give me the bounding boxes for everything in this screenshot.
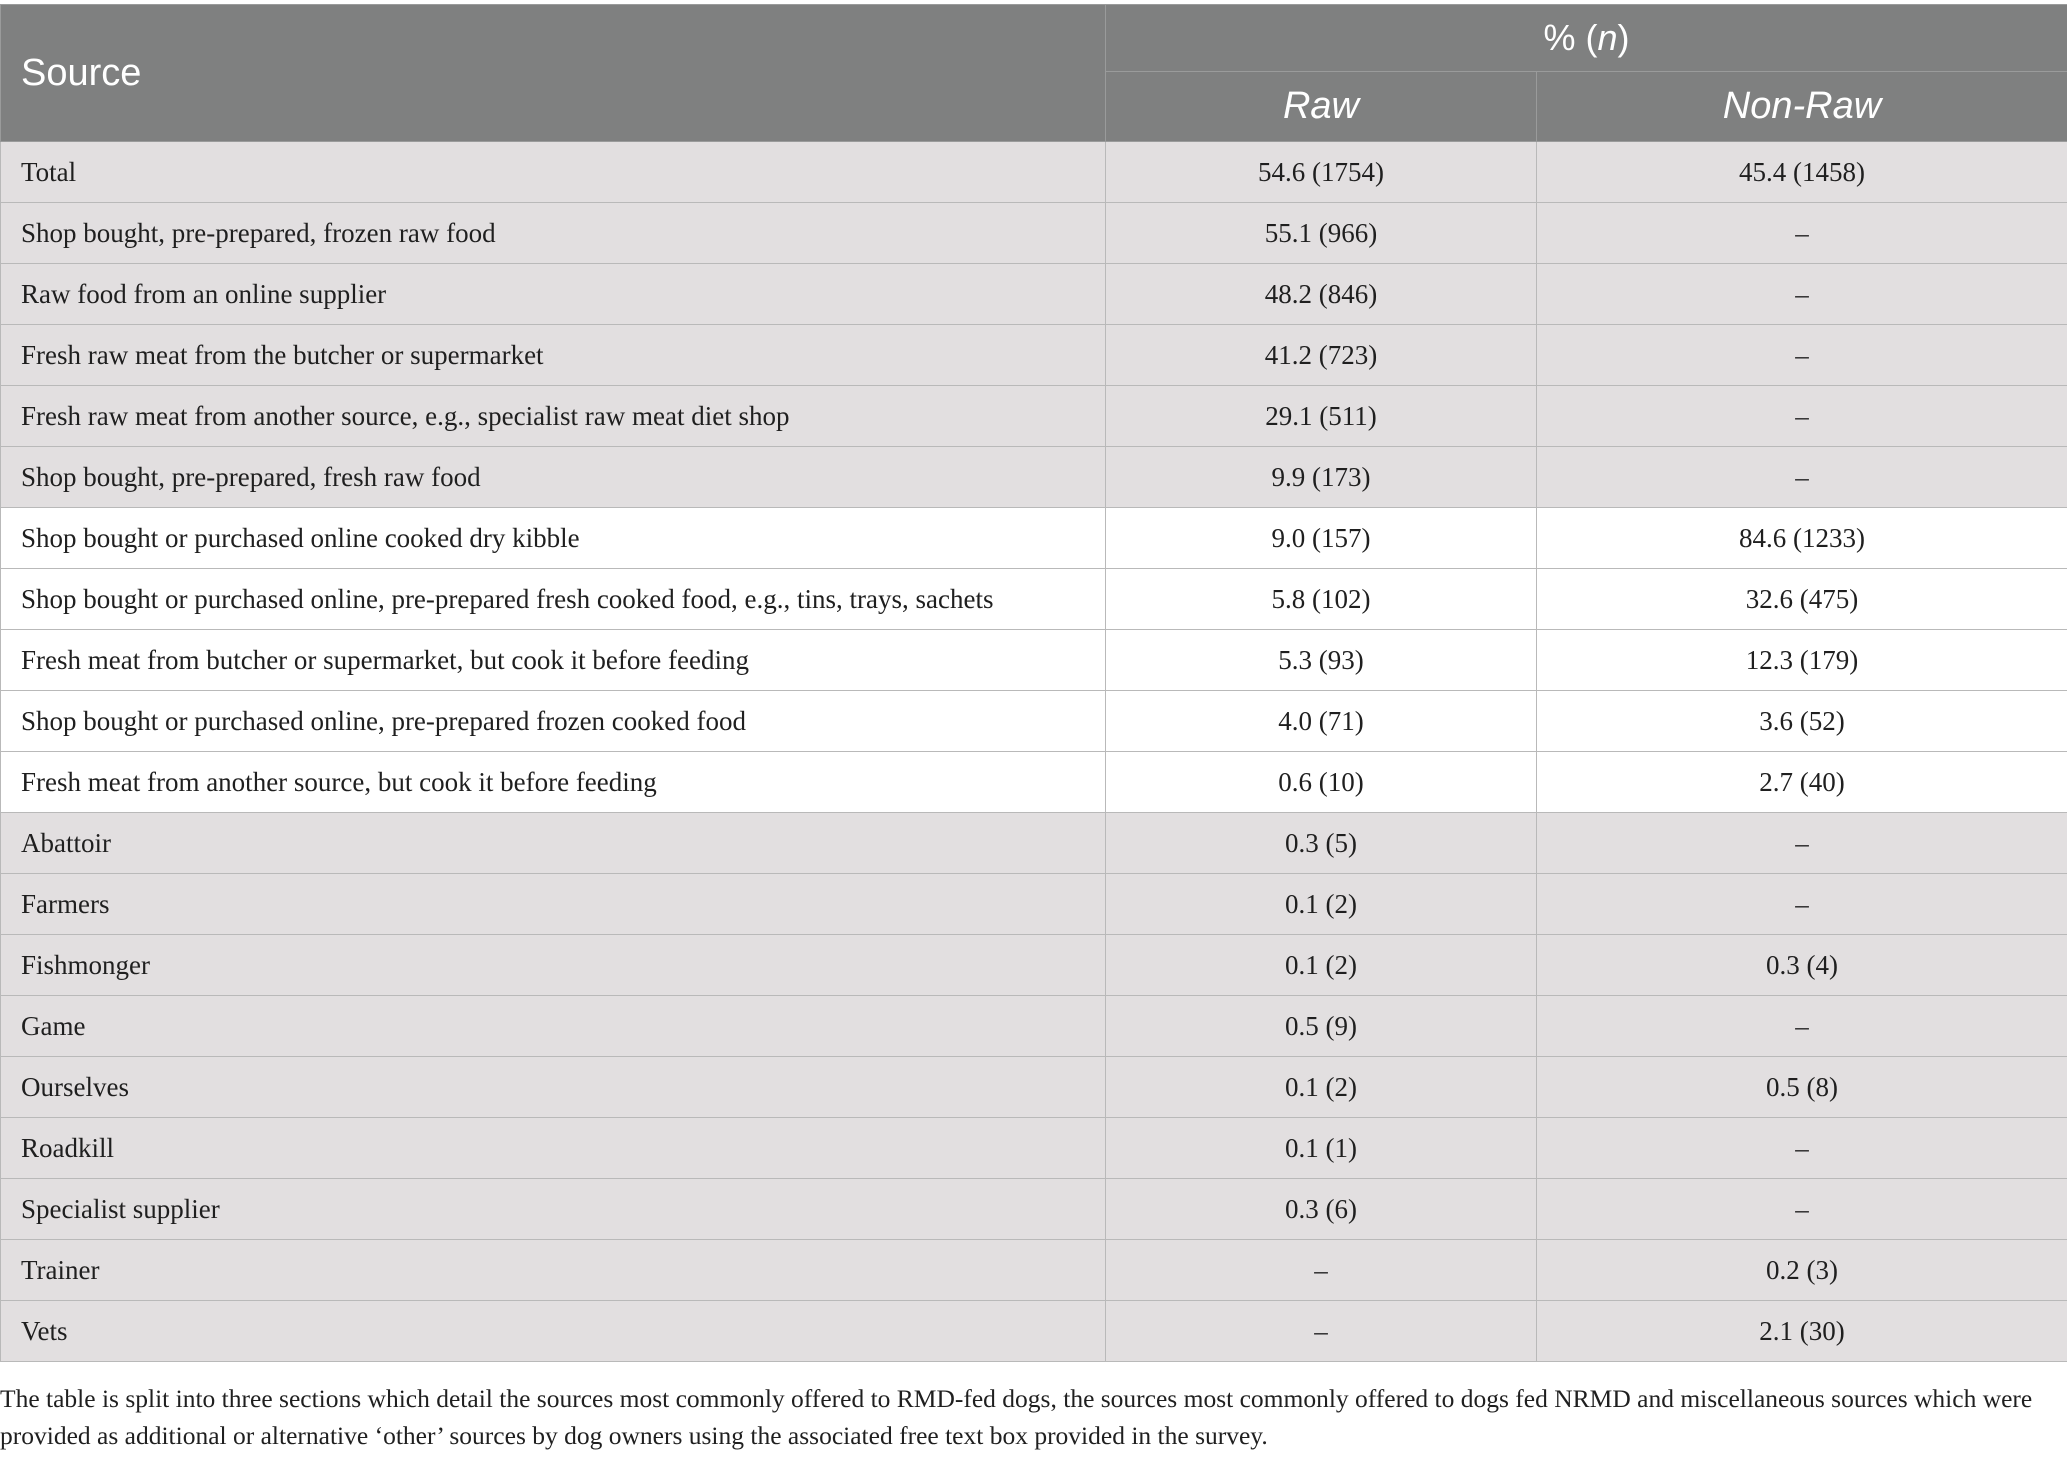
- source-cell: Fresh meat from butcher or supermarket, but cook it before feeding: [1, 630, 1106, 691]
- group-label-n: n: [1597, 17, 1618, 58]
- nonraw-value-cell: –: [1537, 325, 2067, 386]
- group-label-prefix: % (: [1543, 17, 1598, 58]
- nonraw-value-cell: –: [1537, 874, 2067, 935]
- source-cell: Trainer: [1, 1240, 1106, 1301]
- raw-value-cell: 0.3 (5): [1106, 813, 1537, 874]
- raw-value-cell: 0.1 (1): [1106, 1118, 1537, 1179]
- table-row: [1, 386, 2067, 447]
- source-cell: Raw food from an online supplier: [1, 264, 1106, 325]
- source-cell: Abattoir: [1, 813, 1106, 874]
- source-cell: Farmers: [1, 874, 1106, 935]
- table-row: [1, 691, 2067, 752]
- nonraw-value-cell: 45.4 (1458): [1537, 142, 2067, 203]
- source-cell: Vets: [1, 1301, 1106, 1362]
- raw-value-cell: 0.3 (6): [1106, 1179, 1537, 1240]
- source-cell: Specialist supplier: [1, 1179, 1106, 1240]
- table-row: [1, 569, 2067, 630]
- nonraw-value-cell: –: [1537, 813, 2067, 874]
- source-cell: Ourselves: [1, 1057, 1106, 1118]
- nonraw-value-cell: 2.7 (40): [1537, 752, 2067, 813]
- raw-value-cell: 29.1 (511): [1106, 386, 1537, 447]
- table-row: [1, 752, 2067, 813]
- table-row: [1, 447, 2067, 508]
- source-cell: Roadkill: [1, 1118, 1106, 1179]
- table-row: [1, 935, 2067, 996]
- raw-value-cell: 55.1 (966): [1106, 203, 1537, 264]
- source-cell: Game: [1, 996, 1106, 1057]
- table-row: [1, 996, 2067, 1057]
- table-container: [0, 4, 2067, 1362]
- raw-value-cell: 0.1 (2): [1106, 935, 1537, 996]
- table-row: [1, 1240, 2067, 1301]
- raw-value-cell: 0.1 (2): [1106, 874, 1537, 935]
- raw-value-cell: 9.9 (173): [1106, 447, 1537, 508]
- source-cell: Fresh raw meat from the butcher or supermarket: [1, 325, 1106, 386]
- table-row: [1, 203, 2067, 264]
- source-cell: Fresh meat from another source, but cook it before feeding: [1, 752, 1106, 813]
- raw-column-header: Raw: [1106, 72, 1537, 142]
- table-footnote: The table is split into three sections which detail the sources most commonly offered to RMD-fed dogs, the sources most commonly offered to dogs fed NRMD and miscellaneous sources which were provided as additional or alternative ‘other’ sources by dog owners using the associated free text box provided in the survey.: [0, 1384, 2033, 1450]
- table-row: [1, 1179, 2067, 1240]
- table-row: [1, 813, 2067, 874]
- nonraw-value-cell: 0.5 (8): [1537, 1057, 2067, 1118]
- table-row: [1, 264, 2067, 325]
- table-row: [1, 1118, 2067, 1179]
- table-row: [1, 630, 2067, 691]
- nonraw-value-cell: –: [1537, 447, 2067, 508]
- table-header: [1, 5, 2067, 142]
- table-row: [1, 325, 2067, 386]
- raw-value-cell: 48.2 (846): [1106, 264, 1537, 325]
- table-body: [1, 142, 2067, 1362]
- nonraw-value-cell: 0.3 (4): [1537, 935, 2067, 996]
- raw-value-cell: 9.0 (157): [1106, 508, 1537, 569]
- nonraw-value-cell: 2.1 (30): [1537, 1301, 2067, 1362]
- header-row-top: [1, 5, 2067, 72]
- table-row: [1, 142, 2067, 203]
- raw-value-cell: 41.2 (723): [1106, 325, 1537, 386]
- source-cell: Shop bought, pre-prepared, frozen raw food: [1, 203, 1106, 264]
- nonraw-value-cell: 32.6 (475): [1537, 569, 2067, 630]
- food-source-table: [0, 4, 2067, 1362]
- source-cell: Fishmonger: [1, 935, 1106, 996]
- source-cell: Shop bought or purchased online, pre-prepared fresh cooked food, e.g., tins, trays, sachets: [1, 569, 1106, 630]
- nonraw-value-cell: 84.6 (1233): [1537, 508, 2067, 569]
- nonraw-value-cell: 0.2 (3): [1537, 1240, 2067, 1301]
- nonraw-value-cell: –: [1537, 386, 2067, 447]
- nonraw-value-cell: –: [1537, 1179, 2067, 1240]
- source-cell: Shop bought or purchased online, pre-prepared frozen cooked food: [1, 691, 1106, 752]
- raw-value-cell: –: [1106, 1240, 1537, 1301]
- source-cell: Shop bought, pre-prepared, fresh raw food: [1, 447, 1106, 508]
- nonraw-value-cell: –: [1537, 1118, 2067, 1179]
- table-row: [1, 874, 2067, 935]
- nonraw-value-cell: –: [1537, 203, 2067, 264]
- nonraw-value-cell: 3.6 (52): [1537, 691, 2067, 752]
- raw-value-cell: 4.0 (71): [1106, 691, 1537, 752]
- nonraw-value-cell: 12.3 (179): [1537, 630, 2067, 691]
- nonraw-value-cell: –: [1537, 996, 2067, 1057]
- raw-value-cell: 0.5 (9): [1106, 996, 1537, 1057]
- raw-value-cell: 5.8 (102): [1106, 569, 1537, 630]
- source-cell: Shop bought or purchased online cooked dry kibble: [1, 508, 1106, 569]
- table-row: [1, 1301, 2067, 1362]
- source-cell: Total: [1, 142, 1106, 203]
- nonraw-column-header: Non-Raw: [1537, 72, 2067, 142]
- table-row: [1, 1057, 2067, 1118]
- source-cell: Fresh raw meat from another source, e.g., specialist raw meat diet shop: [1, 386, 1106, 447]
- table-row: [1, 508, 2067, 569]
- raw-value-cell: 5.3 (93): [1106, 630, 1537, 691]
- raw-value-cell: 0.1 (2): [1106, 1057, 1537, 1118]
- source-column-header: Source: [1, 5, 1106, 142]
- group-label-suffix: ): [1617, 17, 1630, 58]
- raw-value-cell: 54.6 (1754): [1106, 142, 1537, 203]
- raw-value-cell: 0.6 (10): [1106, 752, 1537, 813]
- nonraw-value-cell: –: [1537, 264, 2067, 325]
- percent-n-group-header: [1106, 5, 2067, 72]
- raw-value-cell: –: [1106, 1301, 1537, 1362]
